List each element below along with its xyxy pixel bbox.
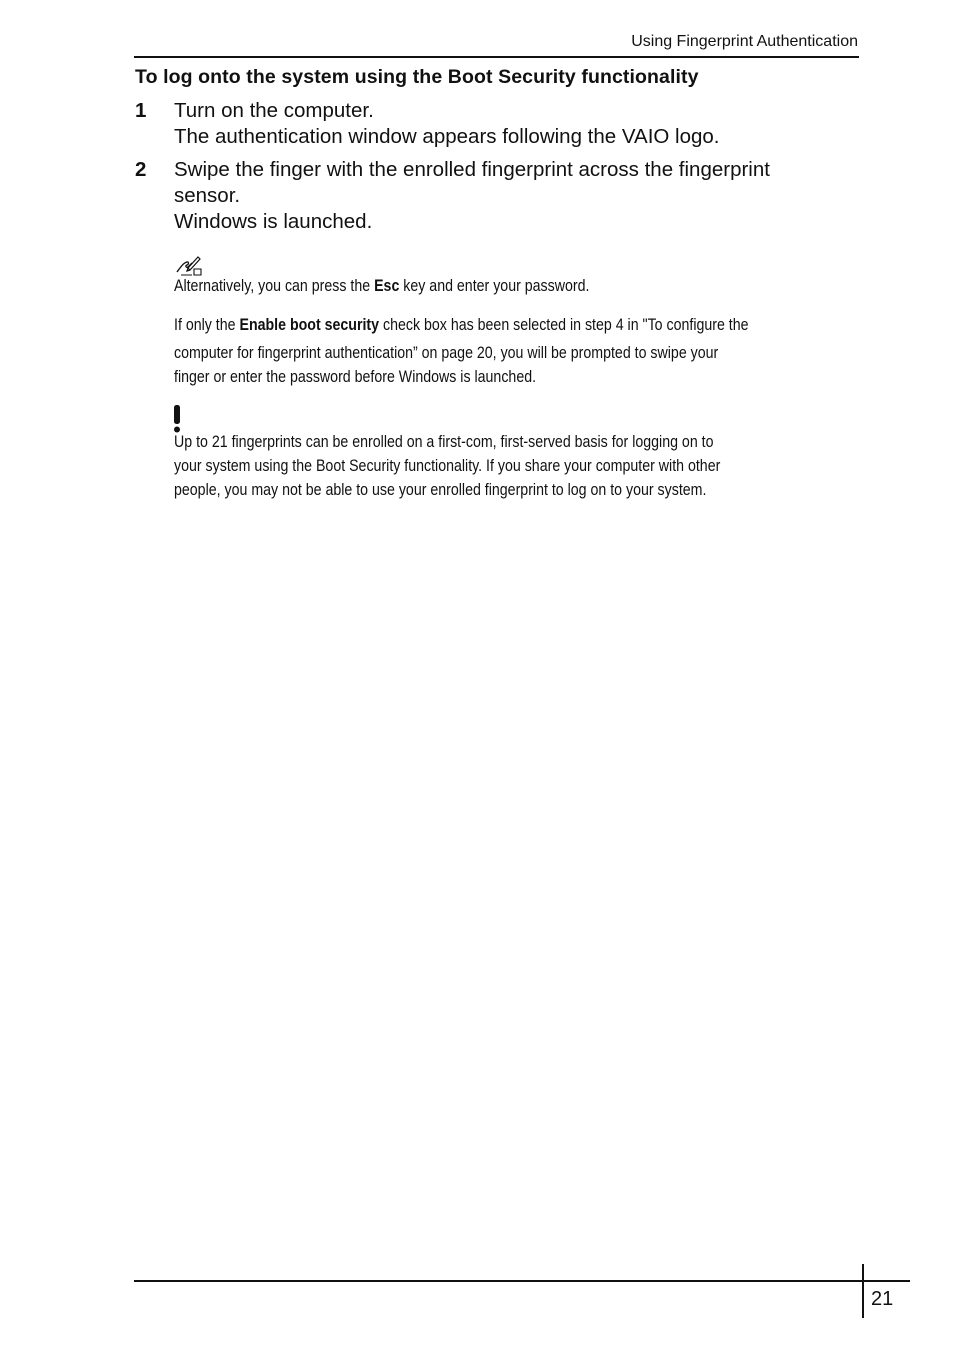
caution-line: people, you may not be able to use your enrolled fingerprint to log on to your system. xyxy=(174,481,707,499)
header-rule xyxy=(134,56,859,58)
step-line: Swipe the finger with the enrolled fingerprint across the fingerprint xyxy=(174,158,770,181)
step-body xyxy=(174,98,834,150)
caution-paragraph xyxy=(174,430,862,502)
caution-line: your system using the Boot Security functionality. If you share your computer with other xyxy=(174,457,721,475)
note-text: key and enter your password. xyxy=(399,277,590,295)
step-number: 1 xyxy=(135,99,147,122)
note-line xyxy=(174,313,862,337)
step-number: 2 xyxy=(135,158,147,181)
enable-boot-security-label: Enable boot security xyxy=(239,316,380,334)
running-header: Using Fingerprint Authentication xyxy=(631,33,858,50)
note-pencil-icon xyxy=(174,254,206,276)
footer-vertical-rule xyxy=(862,1264,864,1318)
esc-key-label: Esc xyxy=(374,277,400,295)
page-number: 21 xyxy=(871,1288,894,1310)
step-line: Windows is launched. xyxy=(174,210,373,233)
step-line: Turn on the computer. xyxy=(174,99,374,122)
note-line: computer for fingerprint authentication” on page 20, you will be prompted to swipe your xyxy=(174,344,719,362)
footer-rule xyxy=(134,1280,910,1282)
step-line: sensor. xyxy=(174,184,241,207)
note-text: If only the xyxy=(174,316,240,334)
step-body xyxy=(174,157,834,235)
step-line: The authentication window appears following the VAIO logo. xyxy=(174,125,720,148)
note-text: Alternatively, you can press the xyxy=(174,277,375,295)
note-paragraph-1 xyxy=(174,274,862,298)
caution-line: Up to 21 fingerprints can be enrolled on a first-com, first-served basis for logging on to xyxy=(174,433,714,451)
note-text: check box has been selected in step 4 in "To configure the xyxy=(379,316,749,334)
section-heading: To log onto the system using the Boot Security functionality xyxy=(135,66,699,88)
note-paragraph-2 xyxy=(174,313,862,389)
note-line: finger or enter the password before Windows is launched. xyxy=(174,368,537,386)
